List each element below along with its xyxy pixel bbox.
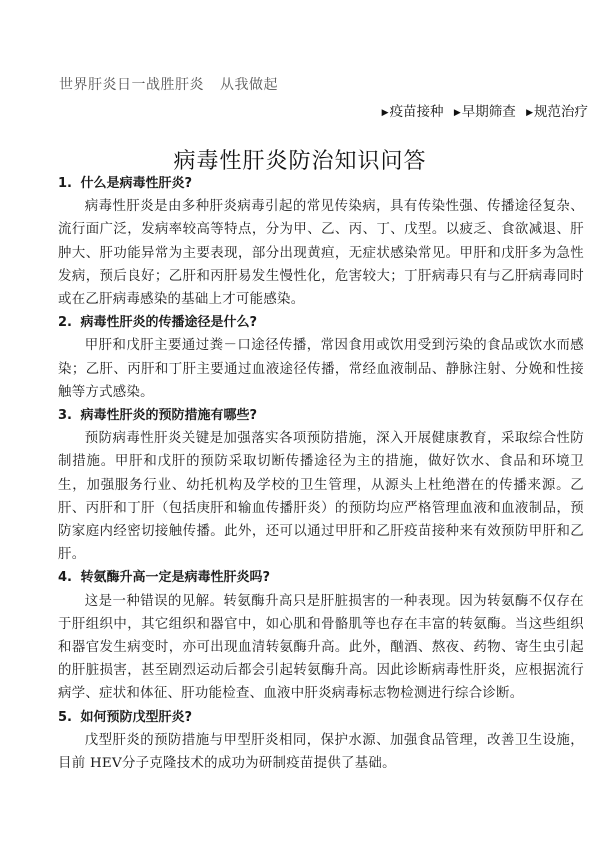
question-text: 病毒性肝炎的传播途径是什么? (80, 315, 258, 331)
header-slogan-text: 世界肝炎日一战胜肝炎 (59, 77, 204, 93)
question-number: 2. (58, 315, 72, 331)
tag-standard-treatment: ▶规范治疗 (526, 104, 588, 120)
qa-section-5 (58, 706, 584, 776)
answer-paragraph: 这是一种错误的见解。转氨酶升高只是肝脏损害的一种表现。因为转氨酶不仅存在于肝组织中，其它组织和器官中，如心肌和骨骼肌等也存在丰富的转氨酶。当这些组织和器官发生病变时，亦可出现血清转氨酶升高。此外，酗酒、熬夜、药物、寄生虫引起的肝脏损害，甚至剧烈运动后都会引起转氨酶升高。因此诊断病毒性肝炎，应根据流行病学、症状和体征、肝功能检查、血液中肝炎病毒标志物检测进行综合诊断。 (58, 593, 584, 702)
qa-section-2 (58, 311, 584, 404)
triangle-bullet-icon: ▶ (381, 108, 389, 118)
question-heading (58, 706, 584, 729)
header-tags (382, 100, 588, 120)
answer-paragraph: 戊型肝炎的预防措施与甲型肝炎相同，保护水源、加强食品管理，改善卫生设施，目前 HEV分子克隆技术的成功为研制疫苗提供了基础。 (58, 732, 584, 772)
question-text: 什么是病毒性肝炎? (80, 176, 193, 191)
question-text: 如何预防戊型肝炎? (80, 709, 193, 725)
qa-section-4 (58, 566, 584, 705)
qa-section-1 (58, 172, 584, 311)
question-text: 病毒性肝炎的预防措施有哪些? (80, 408, 258, 424)
answer-paragraph: 预防病毒性肝炎关键是加强落实各项预防措施，深入开展健康教育，采取综合性防制措施。甲肝和戊肝的预防采取切断传播途径为主的措施，做好饮水、食品和环境卫生，加强服务行业、幼托机构及学校的卫生管理，从源头上杜绝潜在的传播来源。乙肝、丙肝和丁肝（包括庚肝和输血传播肝炎）的预防均应严格管理血液和血液制品，预防家庭内经密切接触传播。此外，还可以通过甲肝和乙肝疫苗接种来有效预防甲肝和乙肝。 (58, 431, 584, 563)
question-heading (58, 311, 584, 334)
answer-paragraph: 甲肝和戊肝主要通过粪－口途径传播，常因食用或饮用受到污染的食品或饮水而感染；乙肝、丙肝和丁肝主要通过血液途径传播，常经血液制品、静脉注射、分娩和性接触等方式感染。 (58, 338, 584, 400)
header-slogan (59, 74, 278, 94)
question-text: 转氨酶升高一定是病毒性肝炎吗? (80, 570, 271, 586)
question-heading (58, 172, 584, 195)
question-heading (58, 566, 584, 589)
question-number: 5. (58, 709, 72, 725)
triangle-bullet-icon: ▶ (526, 108, 533, 118)
header-slogan-text-2: 从我做起 (220, 77, 278, 93)
question-number: 4. (58, 570, 72, 586)
qa-content (58, 172, 584, 775)
answer-paragraph: 病毒性肝炎是由多种肝炎病毒引起的常见传染病，具有传染性强、传播途径复杂、流行面广泛，发病率较高等特点，分为甲、乙、丙、丁、戊型。以疲乏、食欲减退、肝肿大、肝功能异常为主要表现，部分出现黄疸，无症状感染常见。甲肝和戊肝多为急性发病，预后良好；乙肝和丙肝易发生慢性化，危害较大；丁肝病毒只有与乙肝病毒同时或在乙肝病毒感染的基础上才可能感染。 (58, 199, 584, 308)
tag-vaccination: ▶疫苗接种 (381, 104, 444, 120)
triangle-bullet-icon: ▶ (453, 108, 461, 118)
page-title: 病毒性肝炎防治知识问答 (173, 148, 427, 174)
qa-section-3 (58, 404, 584, 566)
tag-early-screening: ▶早期筛查 (453, 104, 516, 120)
question-number: 1. (58, 176, 72, 191)
question-number: 3. (58, 408, 72, 424)
question-heading (58, 404, 584, 427)
